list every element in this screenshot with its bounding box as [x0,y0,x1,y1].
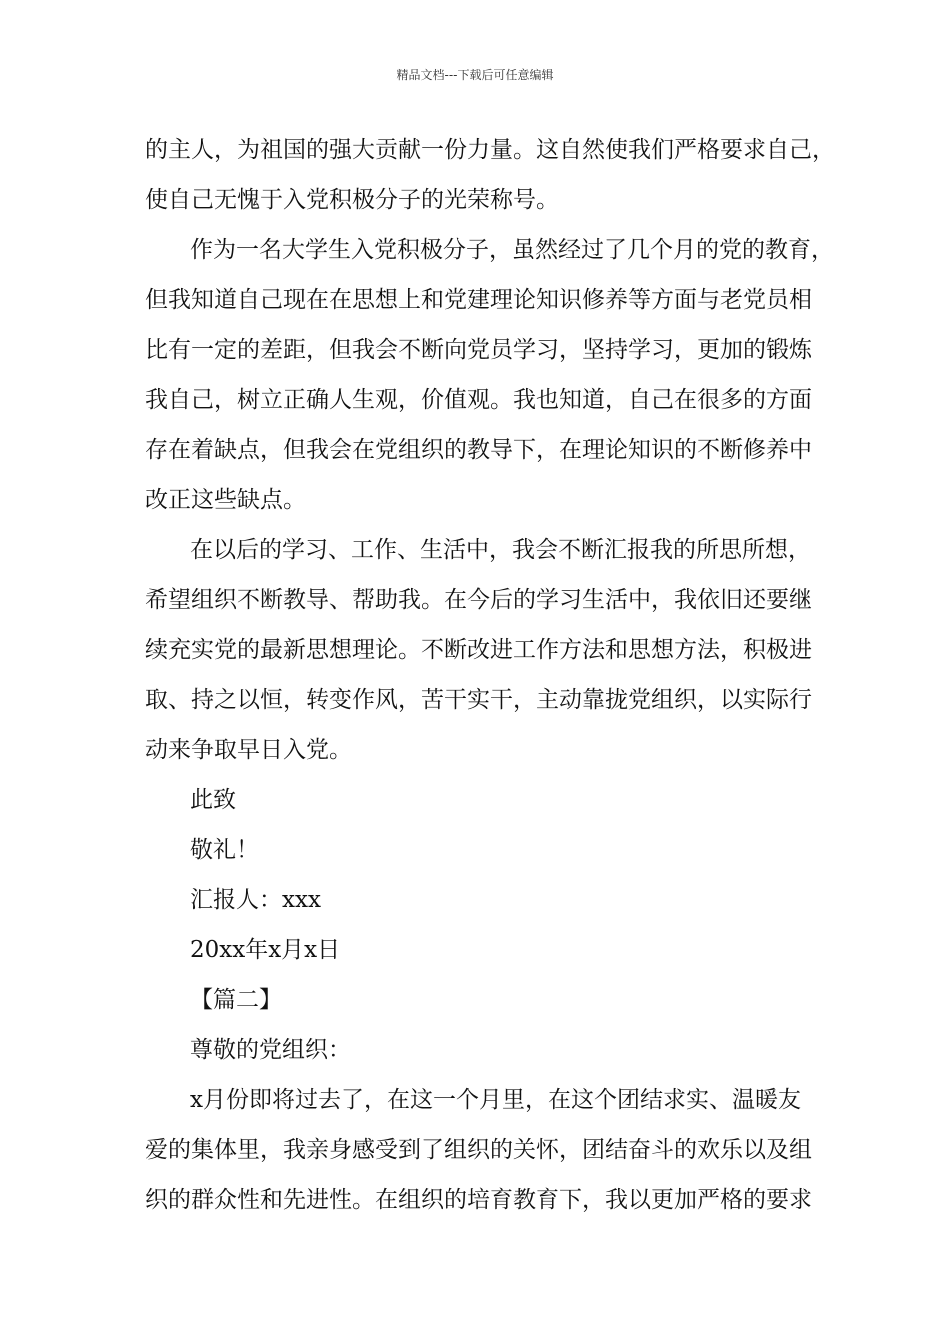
text-line: 汇报人：xxx [190,887,321,913]
text-line: 存在着缺点，但我会在党组织的教导下，在理论知识的不断修养中 [145,437,812,463]
text-line: 爱的集体里，我亲身感受到了组织的关怀，团结奋斗的欢乐以及组 [145,1137,812,1163]
text-line: 我自己，树立正确人生观，价值观。我也知道，自己在很多的方面 [145,387,812,413]
page-header: 精品文档---下载后可任意编辑 [396,68,554,82]
text-line: 在以后的学习、工作、生活中，我会不断汇报我的所思所想， [190,537,811,563]
text-line: 作为一名大学生入党积极分子，虽然经过了几个月的党的教育， [190,237,834,263]
text-line: x月份即将过去了，在这一个月里，在这个团结求实、温暖友 [190,1087,801,1113]
text-line: 【篇二】 [190,987,282,1013]
text-line: 续充实党的最新思想理论。不断改进工作方法和思想方法，积极进 [145,637,812,663]
text-line: 敬礼！ [190,837,259,863]
text-line: 尊敬的党组织： [190,1037,351,1063]
text-line: 的主人，为祖国的强大贡献一份力量。这自然使我们严格要求自己， [145,137,835,163]
text-line: 使自己无愧于入党积极分子的光荣称号。 [145,187,559,213]
text-line: 但我知道自己现在在思想上和党建理论知识修养等方面与老党员相 [145,287,812,313]
text-line: 取、持之以恒，转变作风，苦干实干，主动靠拢党组织，以实际行 [145,687,812,713]
text-line: 希望组织不断教导、帮助我。在今后的学习生活中，我依旧还要继 [145,587,812,613]
text-line: 动来争取早日入党。 [145,737,352,763]
text-line: 20xx年x月x日 [190,937,341,963]
text-line: 比有一定的差距，但我会不断向党员学习，坚持学习，更加的锻炼 [145,337,812,363]
text-line: 改正这些缺点。 [145,487,306,513]
text-line: 织的群众性和先进性。在组织的培育教育下，我以更加严格的要求 [145,1187,812,1213]
text-line: 此致 [190,787,236,813]
